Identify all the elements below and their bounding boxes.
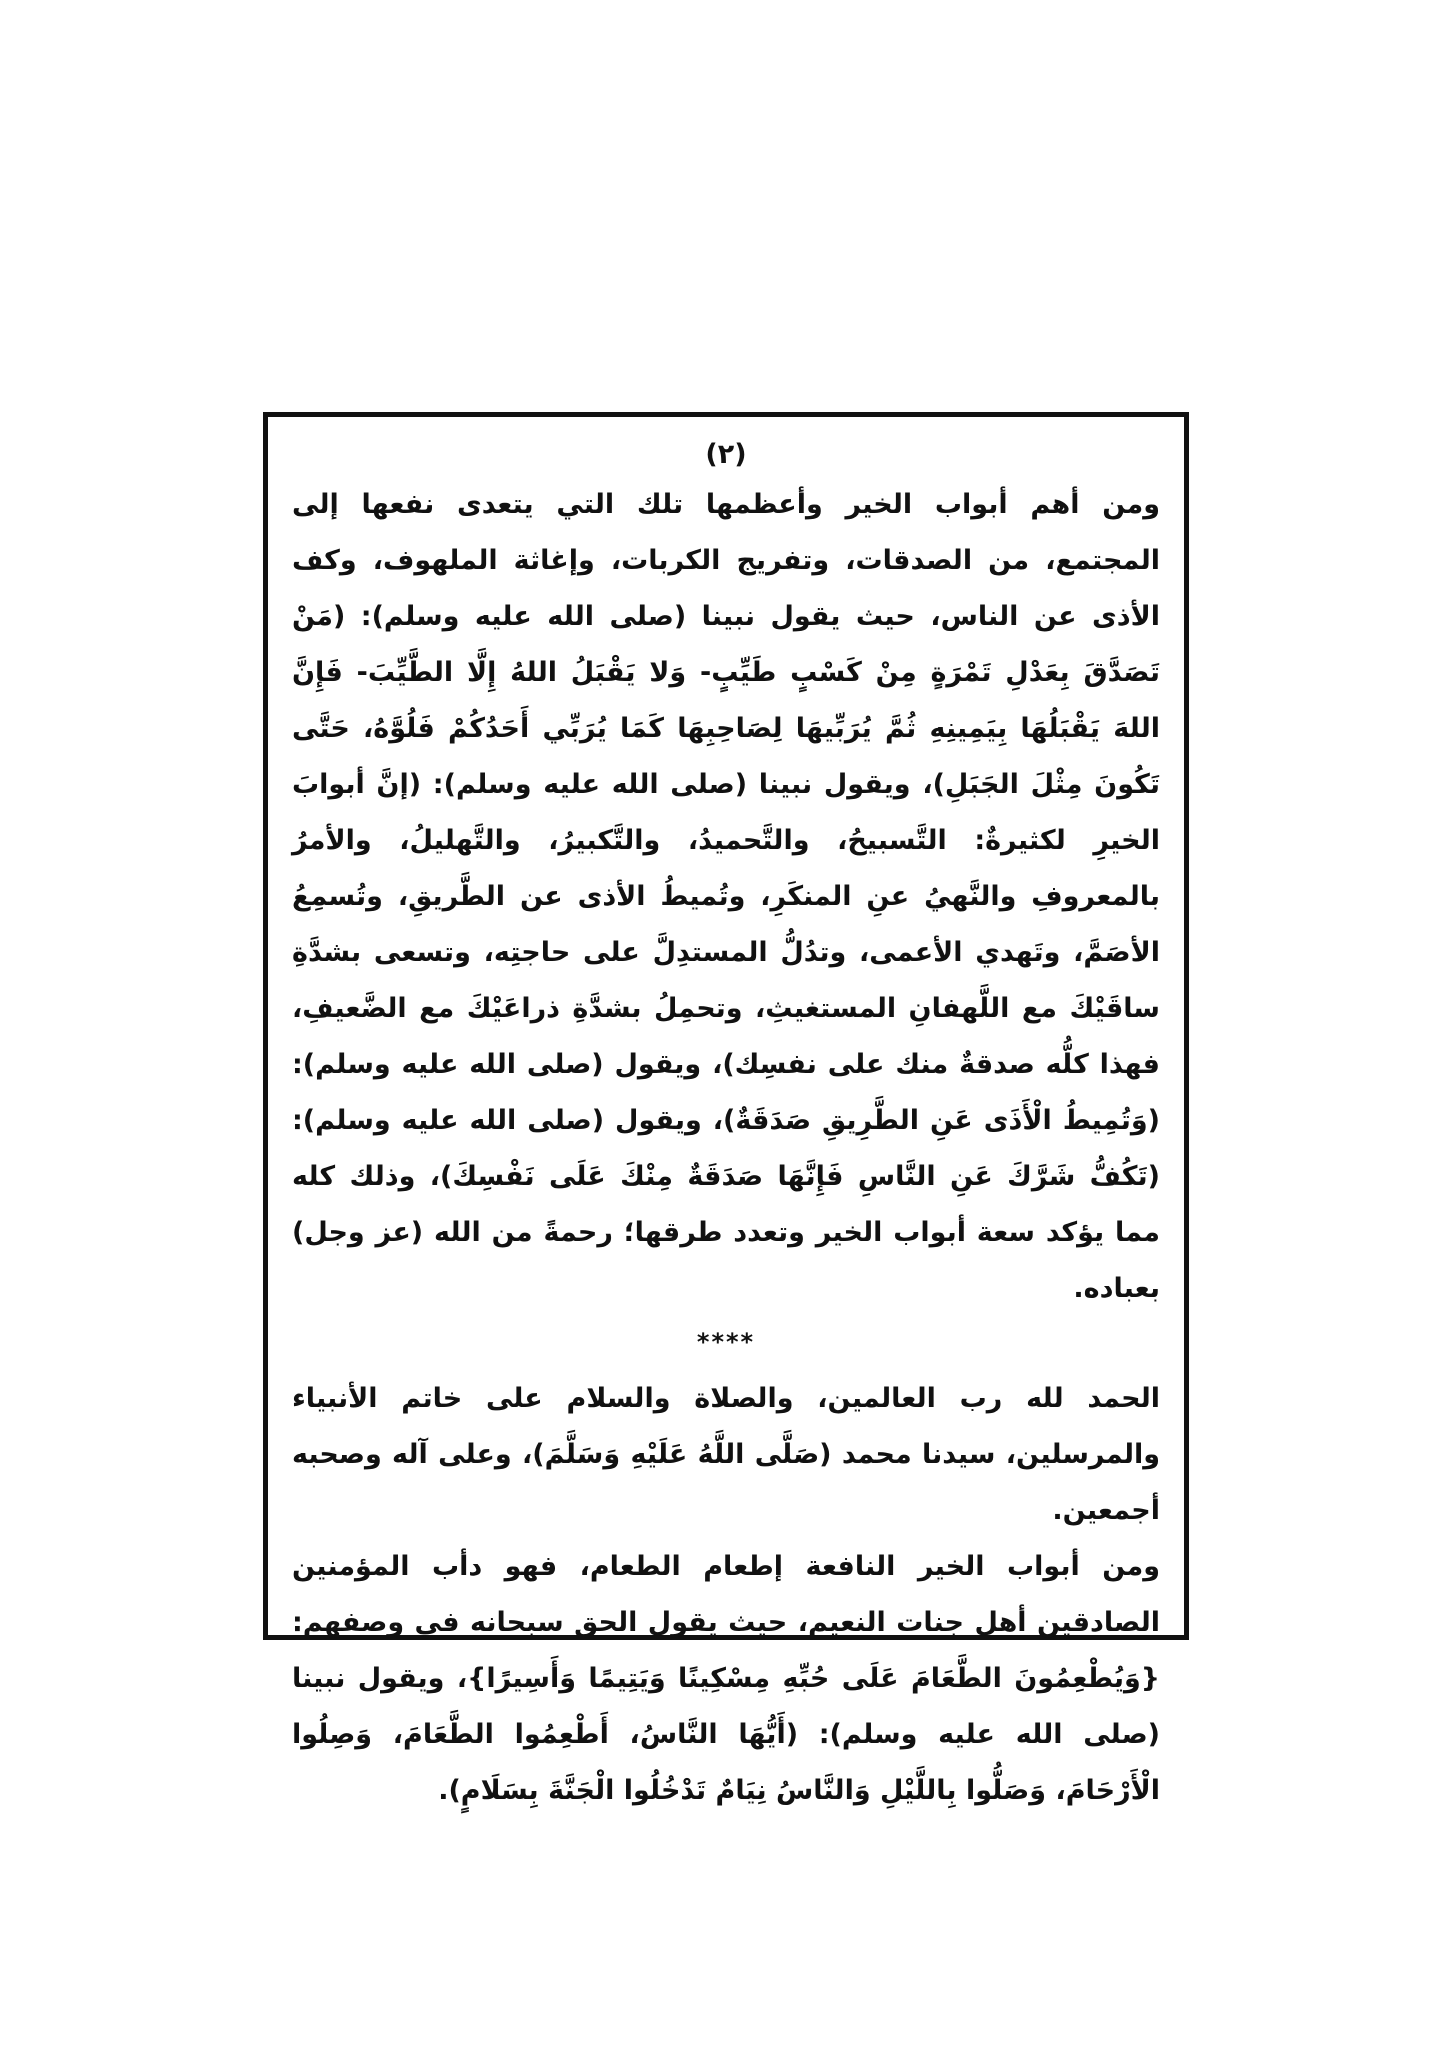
paragraph-praise: الحمد لله رب العالمين، والصلاة والسلام على خاتم الأنبياء والمرسلين، سيدنا محمد (صَلَّى اللَّهُ عَلَيْهِ وَسَلَّمَ)، وعلى آله وصحبه أجمعين. [292, 1383, 1160, 1526]
paragraph-charity: ومن أهم أبواب الخير وأعظمها تلك التي يتعدى نفعها إلى المجتمع، من الصدقات، وتفريج الكربات، وإغاثة الملهوف، وكف الأذى عن الناس، حيث يقول نبينا (صلى الله عليه وسلم): (مَنْ تَصَدَّقَ بِعَدْلِ تَمْرَةٍ مِنْ كَسْبٍ طَيِّبٍ- وَلا يَقْبَلُ اللهُ إِلَّا الطَّيِّبَ- فَإِنَّ اللهَ يَقْبَلُهَا بِيَمِينِهِ ثُمَّ يُرَبِّيهَا لِصَاحِبِهَا كَمَا يُرَبِّي أَحَدُكُمْ فَلُوَّهُ، حَتَّى تَكُونَ مِثْلَ الجَبَلِ)، ويقول نبينا (صلى الله عليه وسلم): (إنَّ أبوابَ الخيرِ لكثيرةٌ: التَّسبيحُ، والتَّحميدُ، والتَّكبيرُ، والتَّهليلُ، والأمرُ بالمعروفِ والنَّهيُ عنِ المنكَرِ، وتُميطُ الأذى عن الطَّريقِ، وتُسمِعُ الأصَمَّ، وتَهدي الأعمى، وتدُلُّ المستدِلَّ على حاجتِه، وتسعى بشدَّةِ ساقَيْكَ مع اللَّهفانِ المستغيثِ، وتحمِلُ بشدَّةِ ذراعَيْكَ مع الضَّعيفِ، فهذا كلُّه صدقةٌ منك على نفسِك)، ويقول (صلى الله عليه وسلم): (وَتُمِيطُ الْأَذَى عَنِ الطَّرِيقِ صَدَقَةٌ)، ويقول (صلى الله عليه وسلم): (تَكُفُّ شَرَّكَ عَنِ النَّاسِ فَإِنَّهَا صَدَقَةٌ مِنْكَ عَلَى نَفْسِكَ)، وذلك كله مما يؤكد سعة أبواب الخير وتعدد طرقها؛ رحمةً من الله (عز وجل) بعباده. [292, 489, 1160, 1304]
section-separator: **** [696, 1328, 756, 1356]
paragraph-feeding: ومن أبواب الخير النافعة إطعام الطعام، فهو دأب المؤمنين الصادقين أهل جنات النعيم، حيث يقول الحق سبحانه في وصفهم: {وَيُطْعِمُونَ الطَّعَامَ عَلَى حُبِّهِ مِسْكِينًا وَيَتِيمًا وَأَسِيرًا}، ويقول نبينا (صلى الله عليه وسلم): (أَيُّهَا النَّاسُ، أَطْعِمُوا الطَّعَامَ، وَصِلُوا الْأَرْحَامَ، وَصَلُّوا بِاللَّيْلِ وَالنَّاسُ نِيَامٌ تَدْخُلُوا الْجَنَّةَ بِسَلَامٍ). [292, 1551, 1160, 1806]
page-number: (٢) [705, 439, 747, 470]
page-frame [263, 412, 1189, 1806]
